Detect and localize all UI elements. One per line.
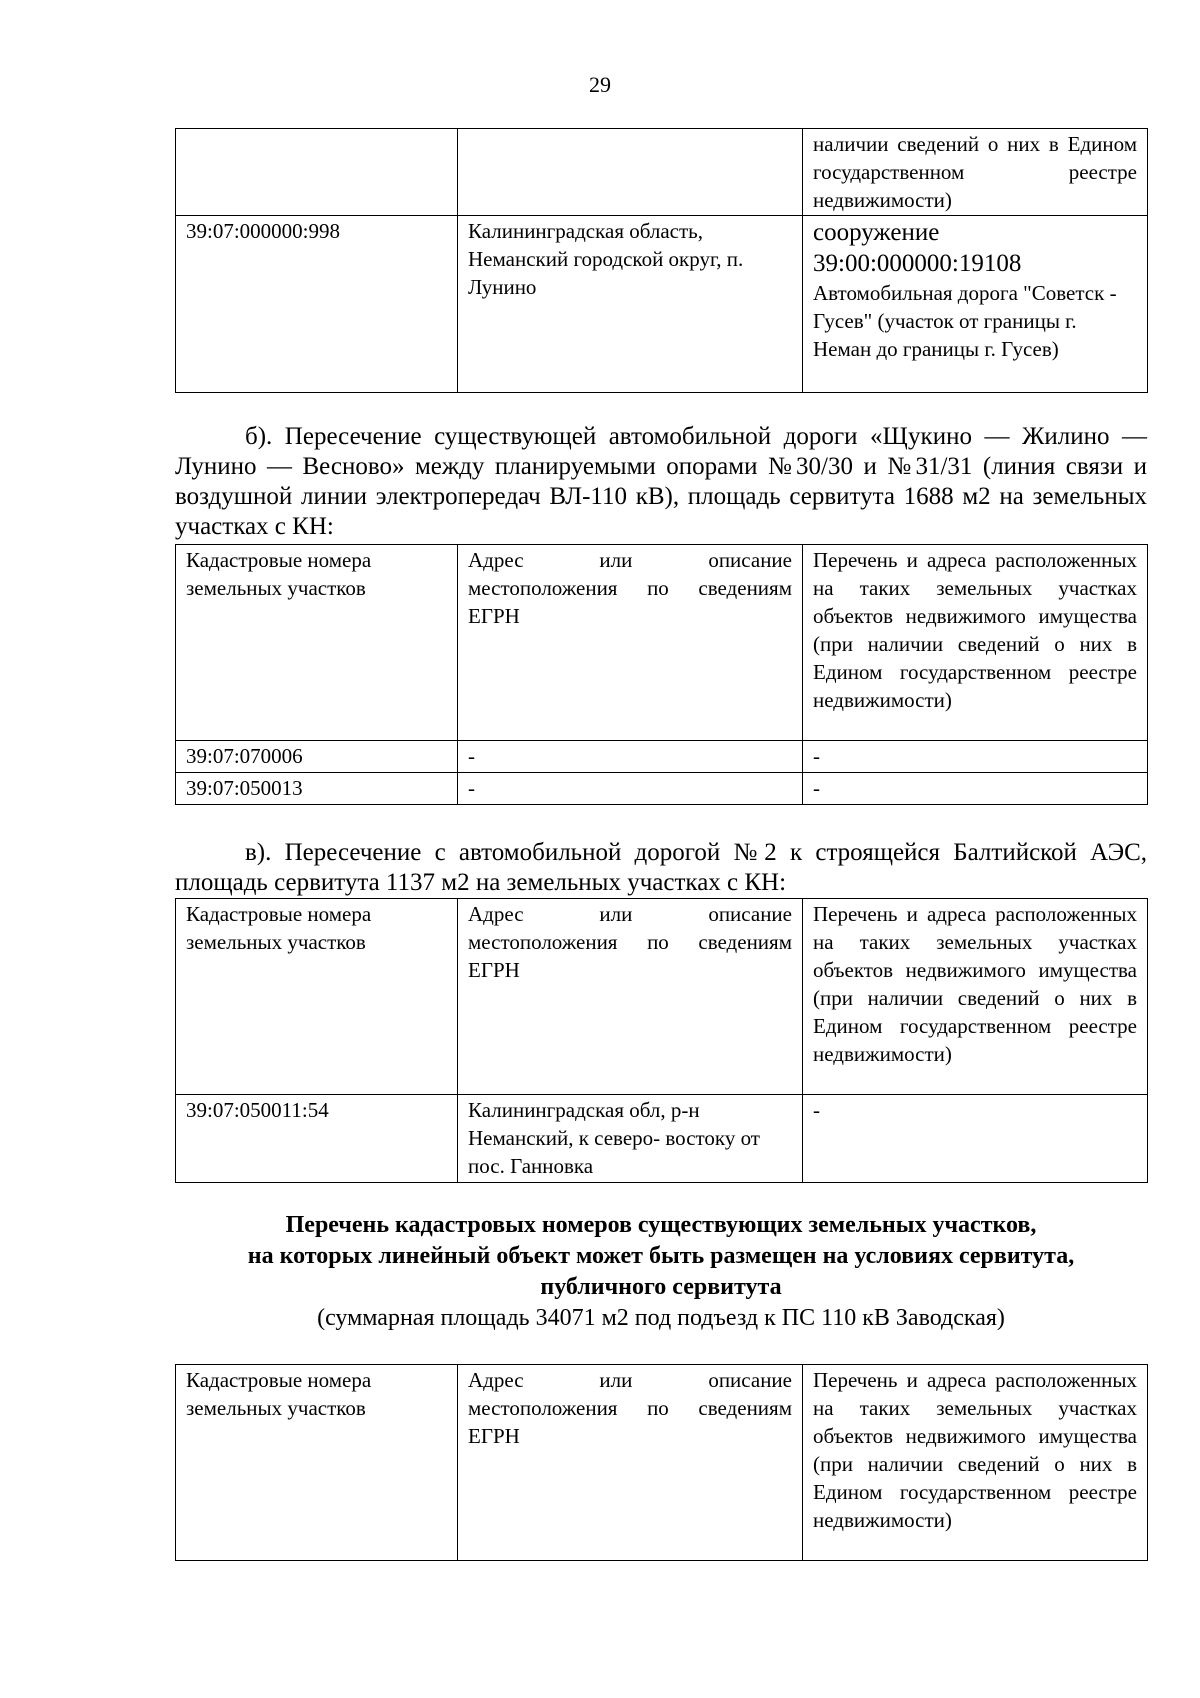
address-cell: - [458,773,803,805]
table-section-b [175,544,1148,805]
table-cell [458,129,803,216]
address-cell: Калининградская область, Неманский городской округ, п. Лунино [458,216,803,393]
objects-cell: - [803,741,1148,773]
object-description: Автомобильная дорога "Советск - Гусев" (участок от границы г. Неман до границы г. Гусев) [813,281,1117,361]
header-cadastral: Кадастровые номера земельных участков [176,1365,458,1561]
table-header-row [176,899,1148,1095]
cadastral-number: 39:07:070006 [176,741,458,773]
object-type: сооружение [813,219,940,246]
table-section-v [175,898,1148,1183]
table-row [176,1095,1148,1183]
section-v-text [175,838,1147,898]
table-cell: наличии сведений о них в Едином государственном реестре недвижимости) [803,129,1148,216]
section-v-paragraph: в). Пересечение с автомобильной дорогой №2 к строящейся Балтийской АЭС, площадь сервитута 1137 м2 на земельных участках с КН: [175,839,1147,896]
section-b-paragraph: б). Пересечение существующей автомобильной дороги «Щукино — Жилино — Лунино — Весново» между планируемыми опорами №30/30 и №31/31 (линия связи и воздушной линии электропередач ВЛ-110 кВ), площадь сервитута 1688 м2 на земельных участках с КН: [175,423,1147,540]
summary-heading [175,1210,1147,1334]
cadastral-number: 39:07:050013 [176,773,458,805]
table-cell [176,129,458,216]
page-number: 29 [589,72,611,97]
header-objects: Перечень и адреса расположенных на таких земельных участках объектов недвижимого имущества (при наличии сведений о них в Едином государственном реестре недвижимости) [803,899,1148,1095]
heading-subtitle: (суммарная площадь 34071 м2 под подъезд к ПС 110 кВ Заводская) [317,1305,1005,1331]
objects-cell: - [803,1095,1148,1183]
header-address: Адрес или описание местоположения по сведениям ЕГРН [458,899,803,1095]
object-number: 39:00:000000:19108 [813,250,1022,277]
table-header-row [176,1365,1148,1561]
section-b-text [175,422,1147,542]
table-row [176,773,1148,805]
table-top [175,128,1148,393]
cadastral-number: 39:07:000000:998 [176,216,458,393]
objects-cell [803,216,1148,393]
table-summary [175,1364,1148,1561]
table-row [176,741,1148,773]
heading-line-3: публичного сервитута [540,1274,782,1300]
header-address: Адрес или описание местоположения по сведениям ЕГРН [458,1365,803,1561]
address-cell: Калининградская обл, р-н Неманский, к северо- востоку от пос. Ганновка [458,1095,803,1183]
header-cadastral: Кадастровые номера земельных участков [176,899,458,1095]
heading-line-1: Перечень кадастровых номеров существующих земельных участков, [285,1212,1037,1238]
header-address: Адрес или описание местоположения по сведениям ЕГРН [458,545,803,741]
header-cadastral: Кадастровые номера земельных участков [176,545,458,741]
header-objects: Перечень и адреса расположенных на таких земельных участках объектов недвижимого имущества (при наличии сведений о них в Едином государственном реестре недвижимости) [803,545,1148,741]
table-row [176,216,1148,393]
address-cell: - [458,741,803,773]
cadastral-number: 39:07:050011:54 [176,1095,458,1183]
table-row [176,129,1148,216]
table-header-row [176,545,1148,741]
objects-cell: - [803,773,1148,805]
header-objects: Перечень и адреса расположенных на таких земельных участках объектов недвижимого имущества (при наличии сведений о них в Едином государственном реестре недвижимости) [803,1365,1148,1561]
heading-line-2: на которых линейный объект может быть размещен на условиях сервитута, [247,1243,1075,1269]
